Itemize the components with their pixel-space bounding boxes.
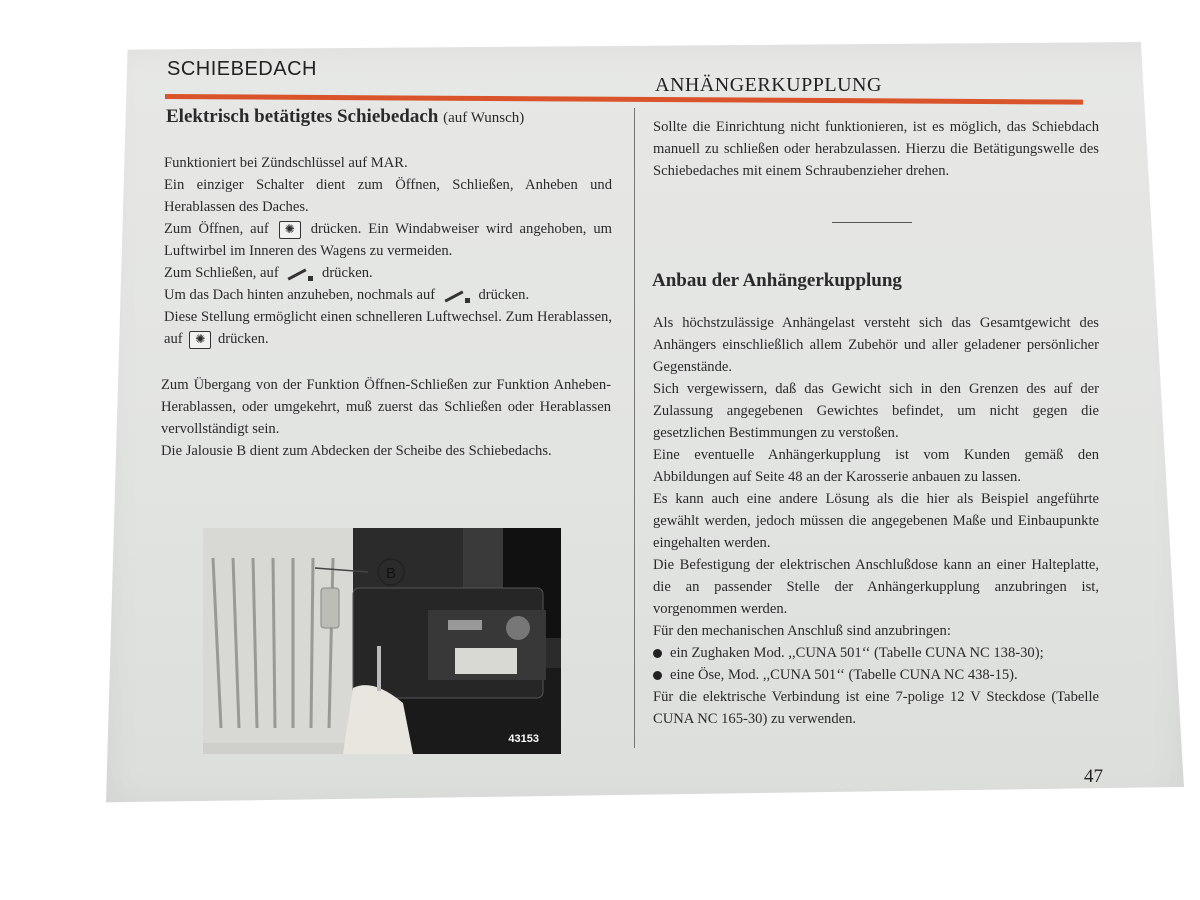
instr-open-a: Zum Öffnen, auf — [164, 221, 269, 237]
sunroof-heading — [166, 106, 524, 128]
open-switch-icon: ✺ — [279, 221, 301, 239]
sunroof-heading-sub: (auf Wunsch) — [443, 110, 525, 126]
hitch-para-alternative: Es kann auch eine andere Lösung als die hier als Beispiel angeführte gewählt werden, jedoch müssen die angegebenen Maße und Einbaupunkte eingehalten werden. — [653, 491, 1099, 551]
trailer-hitch-text — [653, 312, 1099, 730]
section-title-right: ANHÄNGERKUPPLUNG — [655, 74, 882, 96]
bullet-icon — [653, 649, 662, 658]
instr-line-1: Funktioniert bei Zündschlüssel auf MAR. — [164, 155, 408, 171]
instr-line-2: Ein einziger Schalter dient zum Öffnen, Schließen, Anheben und Herablassen des Daches. — [164, 177, 612, 215]
sunroof-instructions — [164, 152, 612, 350]
tilt-switch-icon — [285, 267, 315, 281]
hitch-bullet-eye: eine Öse, Mod. ,,CUNA 501‘‘ (Tabelle CUNA NC 438-15). — [670, 667, 1018, 683]
instr-close-a: Zum Schließen, auf — [164, 265, 279, 281]
sunroof-notes — [161, 374, 611, 462]
hitch-para-weight: Sich vergewissern, daß das Gewicht sich in den Grenzen des auf der Zulassung angegebenen Gewichtes befindet, um nicht gegen die gesetzlichen Bestimmungen zu verstoßen. — [653, 381, 1099, 441]
instr-open-b: drücken. Ein Windabweiser wird angehoben, um Luftwirbel im Inneren des Wagens zu vermeiden. — [164, 221, 613, 259]
sunroof-photo — [203, 528, 561, 754]
instr-raise-a: Um das Dach hinten anzuheben, nochmals auf — [164, 287, 436, 303]
hitch-para-load: Als höchstzulässige Anhängelast versteht sich das Gesamtgewicht des Anhängers einschließlich allem Zubehör und aller geladener persönlicher Gegenstände. — [653, 315, 1099, 375]
hitch-para-electrical: Für die elektrische Verbindung ist eine 7-polige 12 V Steckdose (Tabelle CUNA NC 165-30) zu verwenden. — [653, 689, 1099, 727]
section-title-left: SCHIEBEDACH — [167, 58, 317, 80]
bullet-icon — [653, 671, 662, 680]
page-number: 47 — [1084, 766, 1103, 787]
instr-raise-b: drücken. — [478, 287, 530, 303]
instr-lower-b: drücken. — [217, 331, 269, 347]
trailer-hitch-heading: Anbau der Anhängerkupplung — [652, 270, 902, 291]
sunroof-heading-text: Elektrisch betätigtes Schiebedach — [166, 106, 439, 127]
column-divider — [634, 108, 635, 748]
section-separator — [832, 222, 912, 223]
manual-operation-text: Sollte die Einrichtung nicht funktionieren, ist es möglich, das Schiebdach manuell zu schließen oder herabzulassen. Hierzu die Betätigungswelle des Schiebedaches mit einem Schraubenzieher drehen. — [653, 119, 1099, 179]
tilt-switch-icon — [442, 289, 472, 303]
hitch-para-mechanical: Für den mechanischen Anschluß sind anzubringen: — [653, 623, 951, 639]
hitch-para-mount: Eine eventuelle Anhängerkupplung ist vom Kunden gemäß den Abbildungen auf Seite 48 an der Karosserie anbauen zu lassen. — [653, 447, 1099, 485]
instr-lower-a: Diese Stellung ermöglicht einen schnelleren Luftwechsel. Zum Herablassen, auf — [164, 309, 612, 347]
hitch-para-socket: Die Befestigung der elektrischen Anschlußdose kann an einer Halteplatte, die an passender Stelle der Anhängerkupplung anzubringen ist, vorgenommen werden. — [653, 557, 1099, 617]
instr-close-b: drücken. — [322, 265, 373, 281]
figure-callout-b: B — [385, 565, 397, 582]
open-switch-icon: ✺ — [189, 331, 211, 349]
hitch-bullet-hook: ein Zughaken Mod. ,,CUNA 501‘‘ (Tabelle CUNA NC 138-30); — [670, 645, 1044, 661]
note-transition: Zum Übergang von der Funktion Öffnen-Schließen zur Funktion Anheben-Herablassen, oder umgekehrt, muß zuerst das Schließen oder Herablassen vervollständigt sein. — [161, 377, 611, 437]
figure-number: 43153 — [508, 733, 539, 745]
note-blind: Die Jalousie B dient zum Abdecken der Scheibe des Schiebedachs. — [161, 443, 552, 459]
